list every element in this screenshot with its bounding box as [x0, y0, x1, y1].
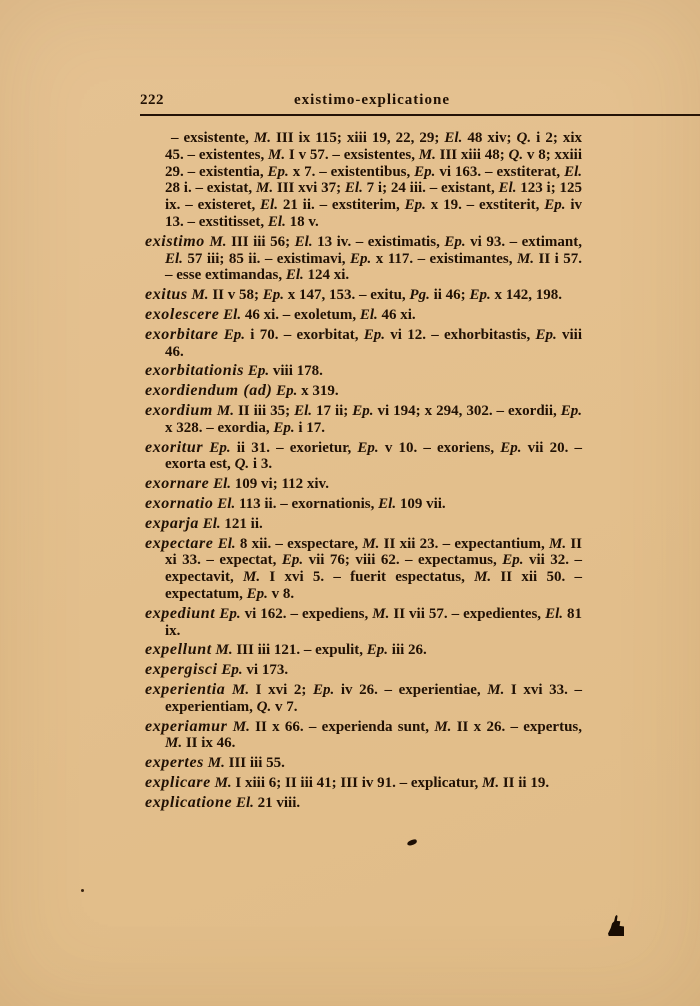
source-abbreviation: Ep.: [535, 326, 557, 343]
headword: explicare: [145, 773, 211, 791]
source-abbreviation: M.: [214, 774, 232, 791]
source-abbreviation: Ep.: [363, 326, 386, 343]
source-abbreviation: Ep.: [350, 250, 372, 267]
source-abbreviation: El.: [285, 267, 304, 284]
source-abbreviation: M.: [215, 642, 233, 659]
index-entry: exornatio El. 113 ii. – exornationis, El. 109 vii.: [145, 494, 446, 512]
source-abbreviation: Ep.: [404, 197, 426, 214]
source-abbreviation: Ep.: [262, 287, 284, 304]
headword: existimo: [145, 232, 205, 250]
headword: experiamur: [145, 717, 228, 735]
index-entry: exordiendum (ad) Ep. x 319.: [145, 382, 339, 400]
source-abbreviation: El.: [564, 163, 582, 180]
source-abbreviation: Ep.: [246, 585, 268, 602]
source-abbreviation: Ep.: [281, 552, 304, 569]
source-abbreviation: Ep.: [247, 363, 270, 380]
source-abbreviation: Pg.: [409, 287, 430, 304]
headword: exorbitare: [145, 325, 219, 343]
source-abbreviation: M.: [165, 735, 183, 752]
ink-dot: [81, 889, 84, 892]
index-entry: exolescere El. 46 xi. – exoletum, El. 46 xi.: [145, 305, 416, 323]
source-abbreviation: El.: [213, 476, 232, 493]
ink-blot-bottom-right: [607, 915, 624, 936]
source-abbreviation: El.: [260, 197, 278, 214]
source-abbreviation: Ep.: [219, 605, 241, 622]
headword: expergisci: [145, 661, 218, 679]
source-abbreviation: Ep.: [273, 419, 295, 436]
index-entry: explicatione El. 21 viii.: [145, 793, 301, 811]
index-entry: exoritur Ep. ii 31. – exorietur, Ep. v 10. – exoriens, Ep. vii 20. – exorta est, Q. i 3.: [145, 438, 583, 473]
index-entry: expediunt Ep. vi 162. – expediens, M. II vii 57. – expedientes, El. 81 ix.: [145, 604, 583, 639]
header-rule: [140, 114, 700, 116]
source-abbreviation: M.: [516, 250, 535, 267]
headword: exoritur: [145, 438, 204, 456]
source-abbreviation: Ep.: [276, 383, 298, 400]
index-entry: exordium M. II iii 35; El. 17 ii; Ep. vi 194; x 294, 302. – exordii, Ep. x 328. – exordia, Ep. i 17.: [145, 401, 583, 436]
index-entry: expellunt M. III iii 121. – expulit, Ep. iii 26.: [145, 641, 427, 659]
index-entry: experiamur M. II x 66. – experienda sunt, M. II x 26. – expertus, M. II ix 46.: [145, 717, 582, 752]
source-abbreviation: El.: [223, 306, 242, 323]
source-abbreviation: M.: [362, 535, 380, 552]
index-entries: [145, 130, 582, 814]
source-abbreviation: Q.: [234, 456, 250, 473]
source-abbreviation: Ep.: [502, 552, 524, 569]
source-abbreviation: Ep.: [444, 233, 466, 250]
source-abbreviation: M.: [232, 718, 250, 735]
source-abbreviation: El.: [165, 250, 183, 267]
source-abbreviation: El.: [294, 402, 313, 419]
source-abbreviation: Ep.: [469, 287, 491, 304]
headword: expectare: [145, 534, 214, 552]
headword: exolescere: [145, 305, 220, 323]
index-entry: exornare El. 109 vi; 112 xiv.: [145, 475, 329, 493]
source-abbreviation: Ep.: [500, 439, 522, 456]
source-abbreviation: Ep.: [223, 326, 246, 343]
source-abbreviation: M.: [268, 146, 286, 163]
source-abbreviation: M.: [243, 569, 261, 586]
source-abbreviation: Q.: [508, 146, 524, 163]
source-abbreviation: M.: [474, 569, 492, 586]
source-abbreviation: M.: [418, 146, 436, 163]
source-abbreviation: Q.: [256, 698, 272, 715]
headword: exornare: [145, 475, 210, 493]
source-abbreviation: M.: [549, 535, 567, 552]
index-entry: exorbitare Ep. i 70. – exorbitat, Ep. vi 12. – exhorbitastis, Ep. viii 46.: [145, 325, 583, 360]
source-abbreviation: El.: [444, 130, 463, 146]
source-abbreviation: El.: [359, 306, 378, 323]
source-abbreviation: El.: [217, 495, 236, 512]
page-number: 222: [140, 92, 164, 108]
source-abbreviation: El.: [344, 180, 363, 197]
headword: expertes: [145, 754, 205, 772]
source-abbreviation: Ep.: [357, 439, 379, 456]
source-abbreviation: M.: [434, 718, 452, 735]
source-abbreviation: Ep.: [352, 402, 374, 419]
source-abbreviation: Ep.: [366, 642, 389, 659]
index-entry: existimo M. III iii 56; El. 13 iv. – existimatis, Ep. vi 93. – extimant, El. 57 iii; 85 ii. – existimavi, Ep. x 117. – existimantes, M. II i 57. – esse extimandas, El. 124 xi.: [145, 232, 583, 284]
source-abbreviation: Ep.: [560, 402, 583, 419]
source-abbreviation: M.: [487, 681, 505, 698]
source-abbreviation: El.: [217, 535, 236, 552]
running-title: existimo-explicatione: [294, 92, 450, 108]
source-abbreviation: M.: [231, 681, 250, 698]
headword: exorbitationis: [145, 362, 245, 380]
headword: exordiendum (ad): [145, 382, 273, 400]
source-abbreviation: M.: [209, 233, 227, 250]
source-abbreviation: M.: [191, 287, 209, 304]
source-abbreviation: El.: [202, 515, 221, 532]
source-abbreviation: Ep.: [414, 163, 436, 180]
source-abbreviation: El.: [235, 794, 254, 811]
headword: expellunt: [145, 641, 212, 659]
headword: exornatio: [145, 494, 214, 512]
source-abbreviation: Ep.: [221, 662, 243, 679]
source-abbreviation: M.: [207, 755, 225, 772]
headword: exparja: [145, 514, 199, 532]
headword: experientia: [145, 680, 226, 698]
headword: exordium: [145, 401, 213, 419]
source-abbreviation: M.: [481, 774, 500, 791]
index-entry: expectare El. 8 xii. – exspectare, M. II xii 23. – expectantium, M. II xi 33. – expectat, Ep. vii 76; viii 62. – expectamus, Ep. vii 32. – expectavit, M. I xvi 5. – fuerit espectatus, M. II xii 50. – expectatum, Ep. v 8.: [145, 534, 582, 602]
headword: explicatione: [145, 793, 233, 811]
index-entry: expergisci Ep. vi 173.: [145, 661, 289, 679]
index-entry: explicare M. I xiii 6; II iii 41; III iv 91. – explicatur, M. II ii 19.: [145, 773, 550, 791]
source-abbreviation: Q.: [516, 130, 532, 146]
index-entry: exparja El. 121 ii.: [145, 514, 263, 532]
source-abbreviation: M.: [372, 605, 390, 622]
headword: expediunt: [145, 604, 216, 622]
source-abbreviation: El.: [378, 495, 397, 512]
headword: exitus: [145, 286, 188, 304]
index-entry: exitus M. II v 58; Ep. x 147, 153. – exitu, Pg. ii 46; Ep. x 142, 198.: [145, 286, 562, 304]
source-abbreviation: M.: [216, 402, 234, 419]
running-head: [140, 92, 580, 109]
source-abbreviation: El.: [498, 180, 517, 197]
source-abbreviation: Ep.: [267, 163, 289, 180]
source-abbreviation: Ep.: [544, 197, 566, 214]
source-abbreviation: El.: [267, 213, 286, 230]
index-entry: experientia M. I xvi 2; Ep. iv 26. – experientiae, M. I xvi 33. – experientiam, Q. v 7.: [145, 680, 582, 715]
source-abbreviation: Ep.: [312, 681, 335, 698]
source-abbreviation: El.: [545, 605, 564, 622]
source-abbreviation: El.: [294, 233, 313, 250]
ink-smudge-mark: [406, 839, 417, 847]
index-entry-continuation: – exsistente, M. III ix 115; xiii 19, 22, 29; El. 48 xiv; Q. i 2; xix 45. – existentes, M. I v 57. – exsistentes, M. III xiii 48; Q. v 8; xxiii 29. – existentia, Ep. x 7. – existentibus, Ep. vi 163. – exstiterat, El. 28 i. – existat, M. III xvi 37; El. 7 i; 24 iii. – existant, El. 123 i; 125 ix. – existeret, El. 21 ii. – exstiterim, Ep. x 19. – exstiterit, Ep. iv 13. – exstitisset, El. 18 v.: [165, 130, 583, 230]
source-abbreviation: M.: [253, 130, 272, 146]
source-abbreviation: Ep.: [209, 439, 231, 456]
index-entry: expertes M. III iii 55.: [145, 754, 285, 772]
index-entry: exorbitationis Ep. viii 178.: [145, 362, 323, 380]
source-abbreviation: M.: [255, 180, 274, 197]
